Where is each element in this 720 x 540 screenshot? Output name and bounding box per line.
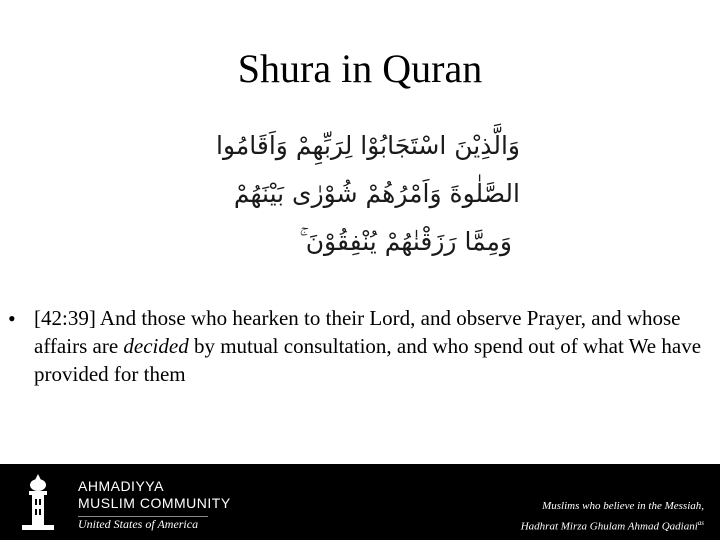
footer-bar	[0, 464, 720, 540]
arabic-verse-line: وَمِمَّا رَزَقْنٰهُمْ يُنْفِقُوْنَ ۚ	[299, 227, 512, 256]
translation-text	[34, 304, 712, 388]
tagline-name: Hadhrat Mirza Ghulam Ahmad Qadiani	[520, 520, 698, 533]
footer-tagline	[444, 498, 704, 536]
minaret-icon	[12, 470, 64, 534]
bullet-icon: •	[8, 306, 16, 331]
arabic-verse-line: الصَّلٰوةَ وَاَمْرُهُمْ شُوْرٰى بَيْنَهُمْ	[233, 179, 520, 208]
translation-emphasis: decided	[123, 334, 189, 358]
slide-title: Shura in Quran	[237, 46, 483, 91]
tagline-line2	[444, 515, 704, 536]
tagline-honorific: as	[697, 519, 704, 527]
translation-text-before: [42:39] And those who hearken to their Lord, and observe Prayer, and whose affairs are	[34, 306, 681, 358]
tagline-line1: Muslims who believe in the Messiah,	[542, 500, 704, 512]
brand-name-line1: AHMADIYYA	[78, 478, 164, 494]
translation-bullet	[8, 304, 712, 388]
arabic-verse	[200, 122, 520, 266]
arabic-verse-line: وَالَّذِيْنَ اسْتَجَابُوْا لِرَبِّهِمْ وَاَقَامُوا	[216, 131, 520, 160]
brand-region: United States of America	[78, 517, 199, 531]
brand-name-line2: MUSLIM COMMUNITY	[78, 495, 231, 511]
translation-text-after: by mutual consultation, and who spend out of what We have provided for them	[34, 334, 702, 386]
